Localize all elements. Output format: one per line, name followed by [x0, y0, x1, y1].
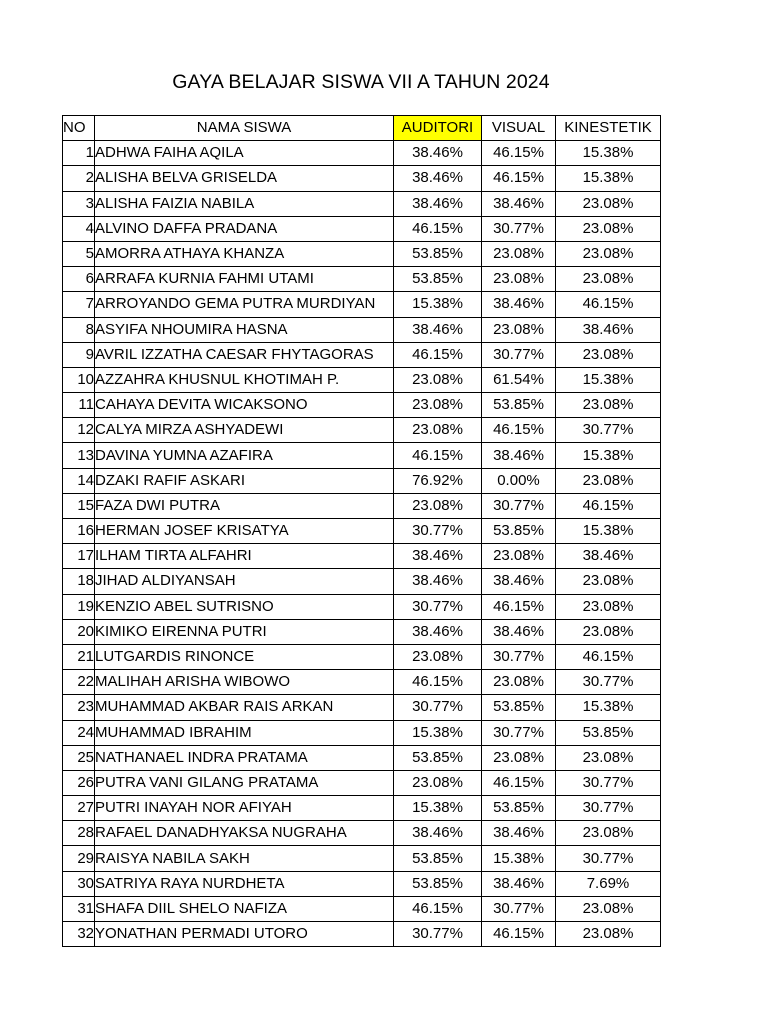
kinestetik-value: 23.08%	[556, 745, 661, 770]
auditori-value: 38.46%	[394, 619, 482, 644]
student-name: AMORRA ATHAYA KHANZA	[95, 241, 394, 266]
auditori-value: 46.15%	[394, 216, 482, 241]
kinestetik-value: 23.08%	[556, 191, 661, 216]
student-name: FAZA DWI PUTRA	[95, 493, 394, 518]
auditori-value: 30.77%	[394, 922, 482, 947]
student-name: LUTGARDIS RINONCE	[95, 644, 394, 669]
student-name: PUTRI INAYAH NOR AFIYAH	[95, 796, 394, 821]
row-number: 25	[63, 745, 95, 770]
student-name: ARRAFA KURNIA FAHMI UTAMI	[95, 267, 394, 292]
auditori-value: 30.77%	[394, 519, 482, 544]
student-name: RAISYA NABILA SAKH	[95, 846, 394, 871]
visual-value: 30.77%	[482, 216, 556, 241]
visual-value: 23.08%	[482, 544, 556, 569]
table-row	[63, 241, 661, 266]
auditori-value: 15.38%	[394, 720, 482, 745]
auditori-value: 46.15%	[394, 670, 482, 695]
auditori-value: 46.15%	[394, 342, 482, 367]
visual-value: 30.77%	[482, 493, 556, 518]
row-number: 12	[63, 418, 95, 443]
visual-value: 53.85%	[482, 796, 556, 821]
table-row	[63, 292, 661, 317]
student-name: DAVINA YUMNA AZAFIRA	[95, 443, 394, 468]
student-name: YONATHAN PERMADI UTORO	[95, 922, 394, 947]
row-number: 17	[63, 544, 95, 569]
auditori-value: 46.15%	[394, 443, 482, 468]
table-row	[63, 695, 661, 720]
header-visual: VISUAL	[482, 116, 556, 141]
row-number: 7	[63, 292, 95, 317]
table-row	[63, 418, 661, 443]
table-row	[63, 544, 661, 569]
student-name: MALIHAH ARISHA WIBOWO	[95, 670, 394, 695]
auditori-value: 46.15%	[394, 896, 482, 921]
kinestetik-value: 23.08%	[556, 922, 661, 947]
auditori-value: 38.46%	[394, 821, 482, 846]
visual-value: 30.77%	[482, 644, 556, 669]
visual-value: 23.08%	[482, 317, 556, 342]
table-row	[63, 367, 661, 392]
table-row	[63, 770, 661, 795]
kinestetik-value: 23.08%	[556, 896, 661, 921]
auditori-value: 38.46%	[394, 317, 482, 342]
table-row	[63, 141, 661, 166]
student-name: ALISHA FAIZIA NABILA	[95, 191, 394, 216]
auditori-value: 15.38%	[394, 796, 482, 821]
auditori-value: 38.46%	[394, 191, 482, 216]
learning-style-table	[62, 115, 661, 947]
table-row	[63, 166, 661, 191]
student-name: CAHAYA DEVITA WICAKSONO	[95, 393, 394, 418]
row-number: 10	[63, 367, 95, 392]
visual-value: 0.00%	[482, 468, 556, 493]
kinestetik-value: 46.15%	[556, 493, 661, 518]
visual-value: 30.77%	[482, 342, 556, 367]
visual-value: 38.46%	[482, 871, 556, 896]
row-number: 27	[63, 796, 95, 821]
kinestetik-value: 15.38%	[556, 367, 661, 392]
kinestetik-value: 7.69%	[556, 871, 661, 896]
table-row	[63, 896, 661, 921]
student-name: SHAFA DIIL SHELO NAFIZA	[95, 896, 394, 921]
kinestetik-value: 30.77%	[556, 846, 661, 871]
row-number: 29	[63, 846, 95, 871]
row-number: 24	[63, 720, 95, 745]
kinestetik-value: 46.15%	[556, 644, 661, 669]
kinestetik-value: 15.38%	[556, 519, 661, 544]
kinestetik-value: 30.77%	[556, 770, 661, 795]
student-name: RAFAEL DANADHYAKSA NUGRAHA	[95, 821, 394, 846]
auditori-value: 53.85%	[394, 871, 482, 896]
student-name: ALISHA BELVA GRISELDA	[95, 166, 394, 191]
auditori-value: 38.46%	[394, 569, 482, 594]
table-row	[63, 191, 661, 216]
kinestetik-value: 23.08%	[556, 594, 661, 619]
visual-value: 46.15%	[482, 770, 556, 795]
header-no: NO	[63, 116, 95, 141]
auditori-value: 23.08%	[394, 770, 482, 795]
table-body	[63, 141, 661, 947]
visual-value: 46.15%	[482, 141, 556, 166]
table-row	[63, 216, 661, 241]
page-title: GAYA BELAJAR SISWA VII A TAHUN 2024	[172, 71, 550, 93]
table-row	[63, 468, 661, 493]
visual-value: 23.08%	[482, 670, 556, 695]
student-name: ADHWA FAIHA AQILA	[95, 141, 394, 166]
student-name: MUHAMMAD IBRAHIM	[95, 720, 394, 745]
student-name: NATHANAEL INDRA PRATAMA	[95, 745, 394, 770]
table-row	[63, 644, 661, 669]
table-row	[63, 670, 661, 695]
student-name: MUHAMMAD AKBAR RAIS ARKAN	[95, 695, 394, 720]
table-row	[63, 821, 661, 846]
row-number: 11	[63, 393, 95, 418]
student-name: DZAKI RAFIF ASKARI	[95, 468, 394, 493]
kinestetik-value: 23.08%	[556, 619, 661, 644]
student-name: JIHAD ALDIYANSAH	[95, 569, 394, 594]
table-row	[63, 569, 661, 594]
auditori-value: 23.08%	[394, 418, 482, 443]
auditori-value: 76.92%	[394, 468, 482, 493]
kinestetik-value: 23.08%	[556, 216, 661, 241]
row-number: 26	[63, 770, 95, 795]
table-row	[63, 846, 661, 871]
table-row	[63, 745, 661, 770]
kinestetik-value: 38.46%	[556, 317, 661, 342]
row-number: 14	[63, 468, 95, 493]
row-number: 19	[63, 594, 95, 619]
visual-value: 23.08%	[482, 267, 556, 292]
row-number: 5	[63, 241, 95, 266]
kinestetik-value: 23.08%	[556, 821, 661, 846]
table-row	[63, 871, 661, 896]
kinestetik-value: 15.38%	[556, 141, 661, 166]
row-number: 2	[63, 166, 95, 191]
kinestetik-value: 23.08%	[556, 569, 661, 594]
row-number: 18	[63, 569, 95, 594]
table-row	[63, 342, 661, 367]
row-number: 20	[63, 619, 95, 644]
kinestetik-value: 38.46%	[556, 544, 661, 569]
student-name: ASYIFA NHOUMIRA HASNA	[95, 317, 394, 342]
auditori-value: 23.08%	[394, 367, 482, 392]
visual-value: 38.46%	[482, 619, 556, 644]
kinestetik-value: 15.38%	[556, 695, 661, 720]
auditori-value: 23.08%	[394, 644, 482, 669]
row-number: 6	[63, 267, 95, 292]
visual-value: 46.15%	[482, 922, 556, 947]
auditori-value: 53.85%	[394, 745, 482, 770]
visual-value: 23.08%	[482, 241, 556, 266]
kinestetik-value: 23.08%	[556, 267, 661, 292]
row-number: 9	[63, 342, 95, 367]
kinestetik-value: 15.38%	[556, 166, 661, 191]
row-number: 1	[63, 141, 95, 166]
visual-value: 15.38%	[482, 846, 556, 871]
student-name: ALVINO DAFFA PRADANA	[95, 216, 394, 241]
student-name: KIMIKO EIRENNA PUTRI	[95, 619, 394, 644]
visual-value: 53.85%	[482, 519, 556, 544]
student-name: HERMAN JOSEF KRISATYA	[95, 519, 394, 544]
row-number: 8	[63, 317, 95, 342]
kinestetik-value: 46.15%	[556, 292, 661, 317]
table-row	[63, 443, 661, 468]
table-row	[63, 317, 661, 342]
student-name: KENZIO ABEL SUTRISNO	[95, 594, 394, 619]
auditori-value: 30.77%	[394, 594, 482, 619]
auditori-value: 38.46%	[394, 166, 482, 191]
visual-value: 53.85%	[482, 393, 556, 418]
visual-value: 30.77%	[482, 896, 556, 921]
row-number: 3	[63, 191, 95, 216]
header-row	[63, 116, 661, 141]
kinestetik-value: 15.38%	[556, 443, 661, 468]
visual-value: 61.54%	[482, 367, 556, 392]
visual-value: 46.15%	[482, 418, 556, 443]
header-auditori: AUDITORI	[394, 116, 482, 141]
auditori-value: 53.85%	[394, 267, 482, 292]
student-name: ILHAM TIRTA ALFAHRI	[95, 544, 394, 569]
row-number: 13	[63, 443, 95, 468]
visual-value: 23.08%	[482, 745, 556, 770]
row-number: 21	[63, 644, 95, 669]
visual-value: 38.46%	[482, 443, 556, 468]
auditori-value: 53.85%	[394, 846, 482, 871]
row-number: 4	[63, 216, 95, 241]
table-row	[63, 796, 661, 821]
auditori-value: 38.46%	[394, 141, 482, 166]
table-row	[63, 393, 661, 418]
auditori-value: 38.46%	[394, 544, 482, 569]
student-name: PUTRA VANI GILANG PRATAMA	[95, 770, 394, 795]
row-number: 31	[63, 896, 95, 921]
table-row	[63, 720, 661, 745]
visual-value: 38.46%	[482, 569, 556, 594]
visual-value: 53.85%	[482, 695, 556, 720]
auditori-value: 15.38%	[394, 292, 482, 317]
header-name: NAMA SISWA	[95, 116, 394, 141]
table-row	[63, 519, 661, 544]
kinestetik-value: 23.08%	[556, 393, 661, 418]
kinestetik-value: 23.08%	[556, 468, 661, 493]
auditori-value: 23.08%	[394, 493, 482, 518]
visual-value: 38.46%	[482, 292, 556, 317]
kinestetik-value: 30.77%	[556, 670, 661, 695]
student-name: SATRIYA RAYA NURDHETA	[95, 871, 394, 896]
student-name: AZZAHRA KHUSNUL KHOTIMAH P.	[95, 367, 394, 392]
auditori-value: 30.77%	[394, 695, 482, 720]
header-kinestetik: KINESTETIK	[556, 116, 661, 141]
row-number: 23	[63, 695, 95, 720]
visual-value: 46.15%	[482, 166, 556, 191]
visual-value: 38.46%	[482, 191, 556, 216]
kinestetik-value: 23.08%	[556, 342, 661, 367]
table-row	[63, 922, 661, 947]
table-row	[63, 267, 661, 292]
student-name: CALYA MIRZA ASHYADEWI	[95, 418, 394, 443]
row-number: 22	[63, 670, 95, 695]
row-number: 15	[63, 493, 95, 518]
visual-value: 38.46%	[482, 821, 556, 846]
kinestetik-value: 23.08%	[556, 241, 661, 266]
kinestetik-value: 30.77%	[556, 418, 661, 443]
student-name: ARROYANDO GEMA PUTRA MURDIYAN	[95, 292, 394, 317]
table-row	[63, 493, 661, 518]
auditori-value: 23.08%	[394, 393, 482, 418]
row-number: 16	[63, 519, 95, 544]
row-number: 28	[63, 821, 95, 846]
table-row	[63, 594, 661, 619]
visual-value: 46.15%	[482, 594, 556, 619]
kinestetik-value: 53.85%	[556, 720, 661, 745]
student-name: AVRIL IZZATHA CAESAR FHYTAGORAS	[95, 342, 394, 367]
auditori-value: 53.85%	[394, 241, 482, 266]
row-number: 32	[63, 922, 95, 947]
table-row	[63, 619, 661, 644]
visual-value: 30.77%	[482, 720, 556, 745]
row-number: 30	[63, 871, 95, 896]
kinestetik-value: 30.77%	[556, 796, 661, 821]
